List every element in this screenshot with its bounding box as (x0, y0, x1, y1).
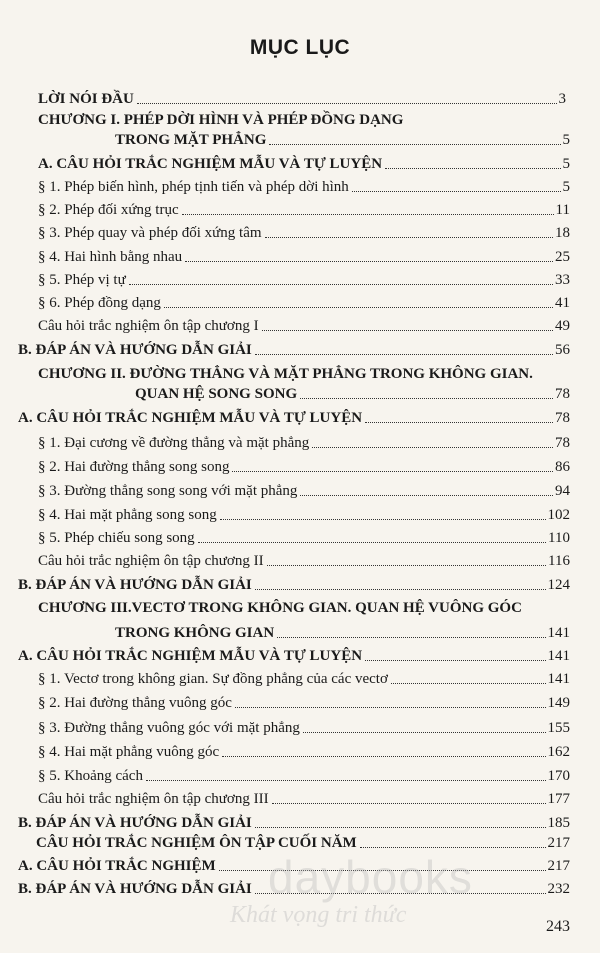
chapter-2-heading: CHƯƠNG II. ĐƯỜNG THẲNG VÀ MẶT PHẲNG TRONG KHÔNG GIAN. (38, 366, 533, 382)
toc-entry[interactable] (0, 197, 600, 219)
entry-text: § 2. Phép đối xứng trục (38, 202, 179, 218)
toc-entry[interactable] (0, 430, 600, 452)
entry-page: 94 (555, 483, 570, 499)
page-title: MỤC LỤC (249, 36, 351, 59)
entry-text: § 3. Đường thẳng vuông góc với mặt phẳng (38, 720, 300, 736)
entry-page: 78 (555, 386, 570, 402)
toc-entry[interactable] (0, 739, 600, 761)
toc-entry[interactable] (0, 290, 600, 312)
entry-page: 18 (555, 225, 570, 241)
dot-leader (255, 354, 553, 355)
dot-leader (265, 237, 553, 238)
toc-entry[interactable] (0, 643, 600, 665)
toc-entry[interactable] (0, 830, 600, 852)
entry-text: QUAN HỆ SONG SONG (135, 386, 298, 402)
entry-page: 41 (555, 295, 570, 311)
entry-page: 11 (555, 202, 570, 218)
toc-entry[interactable] (0, 525, 600, 547)
entry-text: LỜI NÓI ĐẦU (38, 91, 134, 107)
toc-entry[interactable] (0, 337, 600, 359)
dot-leader (303, 732, 546, 733)
watermark-slogan: Khát vọng tri thức (230, 902, 407, 928)
dot-leader (269, 144, 560, 145)
toc-entry[interactable] (0, 786, 600, 808)
entry-page: 5 (562, 179, 570, 195)
dot-leader (146, 780, 546, 781)
entry-page: 116 (548, 553, 570, 569)
entry-text: § 3. Đường thẳng song song với mặt phẳng (38, 483, 298, 499)
entry-page: 232 (547, 881, 570, 897)
dot-leader (365, 422, 553, 423)
entry-page: 33 (555, 272, 570, 288)
entry-text: § 5. Phép chiếu song song (38, 530, 195, 546)
entry-text: A. CÂU HỎI TRẮC NGHIỆM (18, 858, 216, 874)
entry-page: 110 (548, 530, 570, 546)
entry-text: § 6. Phép đồng dạng (38, 295, 161, 311)
toc-entry[interactable] (0, 666, 600, 688)
entry-text: Câu hỏi trắc nghiệm ôn tập chương I (38, 318, 259, 334)
entry-text: § 2. Hai đường thẳng song song (38, 459, 230, 475)
entry-page: 177 (547, 791, 570, 807)
entry-text: Câu hỏi trắc nghiệm ôn tập chương III (38, 791, 269, 807)
dot-leader (198, 542, 546, 543)
entry-text: § 1. Đại cương về đường thẳng và mặt phẳng (38, 435, 310, 451)
dot-leader (164, 307, 553, 308)
toc-entry[interactable] (0, 405, 600, 427)
entry-text: § 1. Phép biến hình, phép tịnh tiến và phép dời hình (38, 179, 349, 195)
toc-entry[interactable] (0, 151, 600, 173)
entry-page: 217 (547, 835, 570, 851)
dot-leader (391, 683, 546, 684)
dot-leader (182, 214, 554, 215)
entry-page: 217 (547, 858, 570, 874)
entry-text: § 5. Khoảng cách (38, 768, 143, 784)
entry-page: 141 (547, 625, 570, 641)
toc-entry[interactable] (0, 454, 600, 476)
dot-leader (255, 589, 546, 590)
entry-page: 141 (547, 671, 570, 687)
dot-leader (300, 398, 553, 399)
entry-page: 162 (547, 744, 570, 760)
toc-entry[interactable] (0, 763, 600, 785)
entry-page: 185 (547, 815, 570, 831)
entry-page: 49 (555, 318, 570, 334)
entry-page: 5 (562, 132, 570, 148)
entry-text: A. CÂU HỎI TRẮC NGHIỆM MẪU VÀ TỰ LUYỆN (18, 410, 363, 426)
chapter-1-heading: CHƯƠNG I. PHÉP DỜI HÌNH VÀ PHÉP ĐỒNG DẠNG (38, 112, 404, 128)
toc-entry[interactable] (0, 127, 600, 149)
entry-text: TRONG MẶT PHẲNG (115, 132, 267, 148)
dot-leader (365, 660, 545, 661)
entry-text: CÂU HỎI TRẮC NGHIỆM ÔN TẬP CUỐI NĂM (36, 835, 357, 851)
page-number: 243 (546, 918, 570, 935)
toc-entry[interactable] (0, 174, 600, 196)
toc-entry[interactable] (0, 810, 600, 832)
entry-page: 56 (555, 342, 570, 358)
entry-text: B. ĐÁP ÁN VÀ HƯỚNG DẪN GIẢI (18, 342, 252, 358)
entry-page: 155 (547, 720, 570, 736)
dot-leader (272, 803, 546, 804)
entry-text: § 1. Vectơ trong không gian. Sự đồng phẳng của các vectơ (38, 671, 388, 687)
entry-page: 78 (555, 410, 570, 426)
entry-text: § 4. Hai hình bằng nhau (38, 249, 183, 265)
dot-leader (235, 707, 546, 708)
toc-entry[interactable] (0, 381, 600, 403)
entry-text: TRONG KHÔNG GIAN (115, 625, 275, 641)
entry-text: A. CÂU HỎI TRẮC NGHIỆM MẪU VÀ TỰ LUYỆN (38, 156, 383, 172)
entry-text: § 4. Hai mặt phẳng song song (38, 507, 217, 523)
toc-entry[interactable] (0, 715, 600, 737)
entry-text: Câu hỏi trắc nghiệm ôn tập chương II (38, 553, 264, 569)
dot-leader (185, 261, 553, 262)
dot-leader (277, 637, 545, 638)
entry-text: B. ĐÁP ÁN VÀ HƯỚNG DẪN GIẢI (18, 815, 252, 831)
toc-entry[interactable] (0, 572, 600, 594)
dot-leader (312, 447, 553, 448)
chapter-3-heading: CHƯƠNG III.VECTƠ TRONG KHÔNG GIAN. QUAN HỆ VUÔNG GÓC (38, 600, 522, 616)
entry-page: 86 (555, 459, 570, 475)
toc-entry[interactable] (0, 478, 600, 500)
toc-entry[interactable] (0, 313, 600, 335)
entry-text: B. ĐÁP ÁN VÀ HƯỚNG DẪN GIẢI (18, 577, 252, 593)
dot-leader (222, 756, 545, 757)
entry-page: 102 (547, 507, 570, 523)
dot-leader (255, 827, 546, 828)
entry-text: § 5. Phép vị tự (38, 272, 126, 288)
toc-entry[interactable] (0, 620, 600, 642)
entry-text: § 4. Hai mặt phẳng vuông góc (38, 744, 220, 760)
entry-page: 124 (547, 577, 570, 593)
entry-page: 25 (555, 249, 570, 265)
dot-leader (220, 519, 546, 520)
entry-text: A. CÂU HỎI TRẮC NGHIỆM MẪU VÀ TỰ LUYỆN (18, 648, 363, 664)
dot-leader (129, 284, 553, 285)
toc-entry[interactable] (0, 220, 600, 242)
entry-text: § 2. Hai đường thẳng vuông góc (38, 695, 232, 711)
entry-text: B. ĐÁP ÁN VÀ HƯỚNG DẪN GIẢI (18, 881, 252, 897)
entry-page: 5 (562, 156, 570, 172)
entry-page: 3 (558, 91, 566, 107)
toc-entry[interactable] (0, 267, 600, 289)
dot-leader (360, 847, 546, 848)
toc-entry[interactable] (0, 502, 600, 524)
dot-leader (352, 191, 561, 192)
watermark-logo: daybooks (268, 851, 473, 903)
toc-entry[interactable] (0, 690, 600, 712)
dot-leader (267, 565, 546, 566)
entry-page: 78 (555, 435, 570, 451)
toc-entry-preface[interactable] (0, 86, 600, 108)
dot-leader (385, 168, 560, 169)
entry-text: § 3. Phép quay và phép đối xứng tâm (38, 225, 262, 241)
toc-entry[interactable] (0, 548, 600, 570)
dot-leader (300, 495, 553, 496)
dot-leader (262, 330, 553, 331)
toc-entry[interactable] (0, 244, 600, 266)
entry-page: 149 (547, 695, 570, 711)
dot-leader (137, 103, 557, 104)
dot-leader (232, 471, 553, 472)
entry-page: 141 (547, 648, 570, 664)
entry-page: 170 (547, 768, 570, 784)
